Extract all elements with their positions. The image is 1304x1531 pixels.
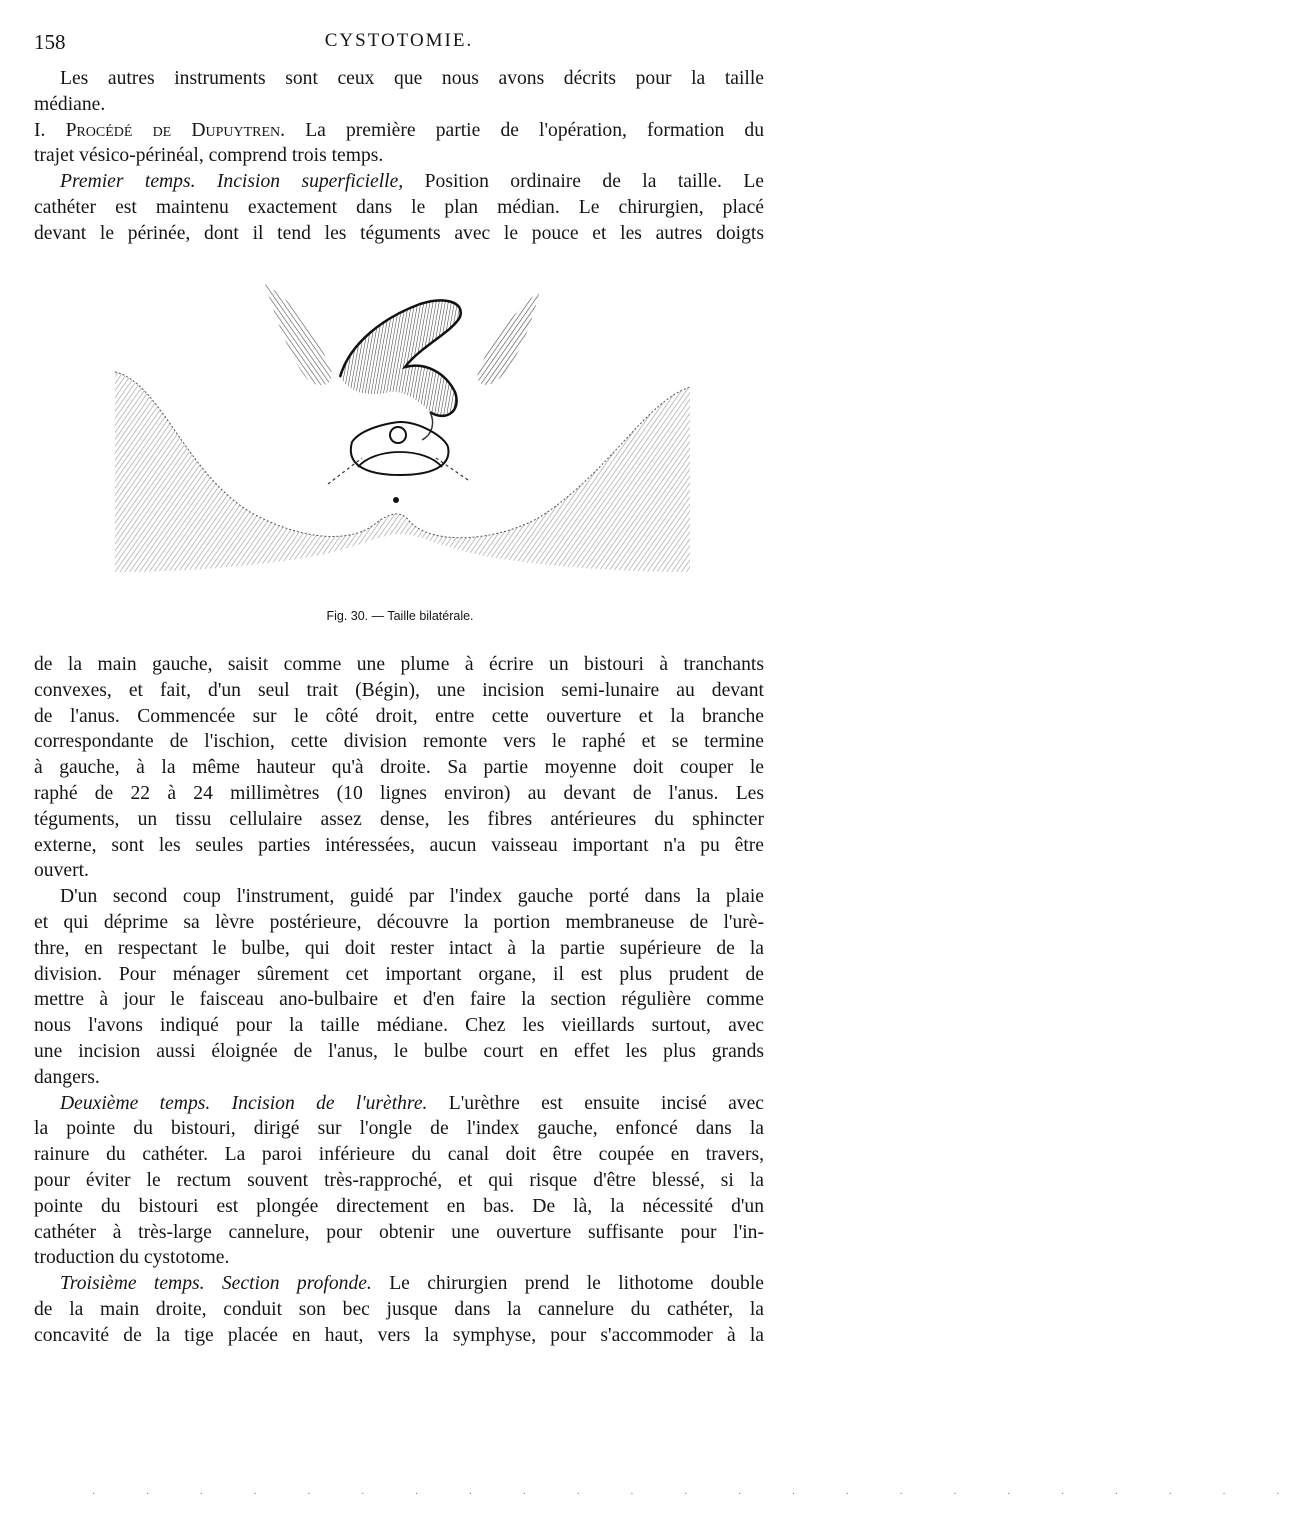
text-line: à gauche, à la même hauteur qu'à droite. Sa partie moyenne doit couper le bbox=[34, 757, 764, 779]
footer-print-marks: · · · · · · · · · · · · · · · · · · · · · · · bbox=[92, 1489, 1304, 1500]
page-header bbox=[34, 30, 764, 60]
text-line bbox=[34, 1091, 764, 1117]
text-line: division. Pour ménager sûrement cet important organe, il est plus prudent de bbox=[34, 963, 764, 985]
text-line: ouvert. bbox=[34, 860, 89, 882]
top-text-block bbox=[34, 66, 764, 247]
step-text: Le chirurgien prend le lithotome double bbox=[389, 1273, 764, 1295]
text-line: la pointe du bistouri, dirigé sur l'ongle de l'index gauche, enfoncé dans la bbox=[34, 1118, 764, 1140]
body-text-block bbox=[34, 652, 764, 1349]
text-line: téguments, un tissu cellulaire assez dense, les fibres antérieures du sphincter bbox=[34, 808, 764, 830]
text-line: correspondante de l'ischion, cette division remonte vers le raphé et se termine bbox=[34, 731, 764, 753]
text-line: de la main droite, conduit son bec jusque dans la cannelure du cathéter, la bbox=[34, 1298, 764, 1320]
scrotum-drawing bbox=[265, 284, 540, 440]
text-line: médiane. bbox=[34, 93, 106, 115]
text-line: mettre à jour le faisceau ano-bulbaire et d'en faire la section régulière comme bbox=[34, 989, 764, 1011]
procedure-text: La première partie de l'opération, formation du bbox=[305, 119, 765, 141]
text-line: et qui déprime sa lèvre postérieure, découvre la portion membraneuse de l'urè- bbox=[34, 911, 764, 933]
text-line: dangers. bbox=[34, 1066, 100, 1088]
page-number: 158 bbox=[34, 30, 66, 54]
text-line: convexes, et fait, d'un seul trait (Bégin), une incision semi-lunaire au devant bbox=[34, 679, 764, 701]
step-title: Premier temps. Incision superficielle, bbox=[60, 171, 404, 193]
text-line bbox=[34, 169, 764, 195]
procedure-number: I. bbox=[34, 119, 46, 141]
text-line: concavité de la tige placée en haut, vers la symphyse, pour s'accommoder à la bbox=[34, 1324, 764, 1346]
text-line: cathéter est maintenu exactement dans le plan médian. Le chirurgien, placé bbox=[34, 196, 764, 218]
step-title: Troisième temps. Section profonde. bbox=[60, 1273, 372, 1295]
anus-mark bbox=[393, 497, 399, 503]
perineum-outline bbox=[115, 372, 690, 572]
text-line: nous l'avons indiqué pour la taille médiane. Chez les vieillards surtout, avec bbox=[34, 1015, 764, 1037]
text-line: thre, en respectant le bulbe, qui doit rester intact à la partie supérieure de la bbox=[34, 937, 764, 959]
text-line: troduction du cystotome. bbox=[34, 1247, 230, 1269]
incision-diagram bbox=[328, 422, 468, 503]
anatomical-figure bbox=[100, 272, 700, 602]
text-line bbox=[34, 118, 764, 144]
text-line: rainure du cathéter. La paroi inférieure du canal doit être coupée en travers, bbox=[34, 1144, 764, 1166]
step-title: Deuxième temps. Incision de l'urèthre. bbox=[60, 1092, 428, 1114]
text-line: trajet vésico-périnéal, comprend trois temps. bbox=[34, 145, 384, 167]
text-line: de l'anus. Commencée sur le côté droit, entre cette ouverture et la branche bbox=[34, 705, 764, 727]
text-line: pour éviter le rectum souvent très-rapproché, et qui risque d'être blessé, si la bbox=[34, 1169, 764, 1191]
procedure-name: Procédé de Dupuytren. bbox=[65, 119, 286, 141]
step-text: L'urèthre est ensuite incisé avec bbox=[448, 1092, 764, 1114]
text-line: cathéter à très-large cannelure, pour obtenir une ouverture suffisante pour l'in- bbox=[34, 1221, 764, 1243]
text-line: Les autres instruments sont ceux que nous avons décrits pour la taille bbox=[60, 68, 764, 89]
text-line: une incision aussi éloignée de l'anus, le bulbe court en effet les plus grands bbox=[34, 1040, 764, 1062]
figure-caption: Fig. 30. — Taille bilatérale. bbox=[326, 609, 474, 623]
text-line bbox=[34, 1271, 764, 1297]
text-line: de la main gauche, saisit comme une plume à écrire un bistouri à tranchants bbox=[34, 654, 764, 675]
text-line: pointe du bistouri est plongée directement en bas. De là, la nécessité d'un bbox=[34, 1195, 764, 1217]
text-line: raphé de 22 à 24 millimètres (10 lignes environ) au devant de l'anus. Les bbox=[34, 782, 764, 804]
text-line: externe, sont les seules parties intéressées, aucun vaisseau important n'a pu être bbox=[34, 834, 764, 856]
text-line: devant le périnée, dont il tend les téguments avec le pouce et les autres doigts bbox=[34, 222, 764, 244]
step-text: Position ordinaire de la taille. Le bbox=[424, 171, 765, 193]
running-head: CYSTOTOMIE. bbox=[324, 30, 474, 51]
text-line: D'un second coup l'instrument, guidé par l'index gauche porté dans la plaie bbox=[60, 886, 764, 908]
